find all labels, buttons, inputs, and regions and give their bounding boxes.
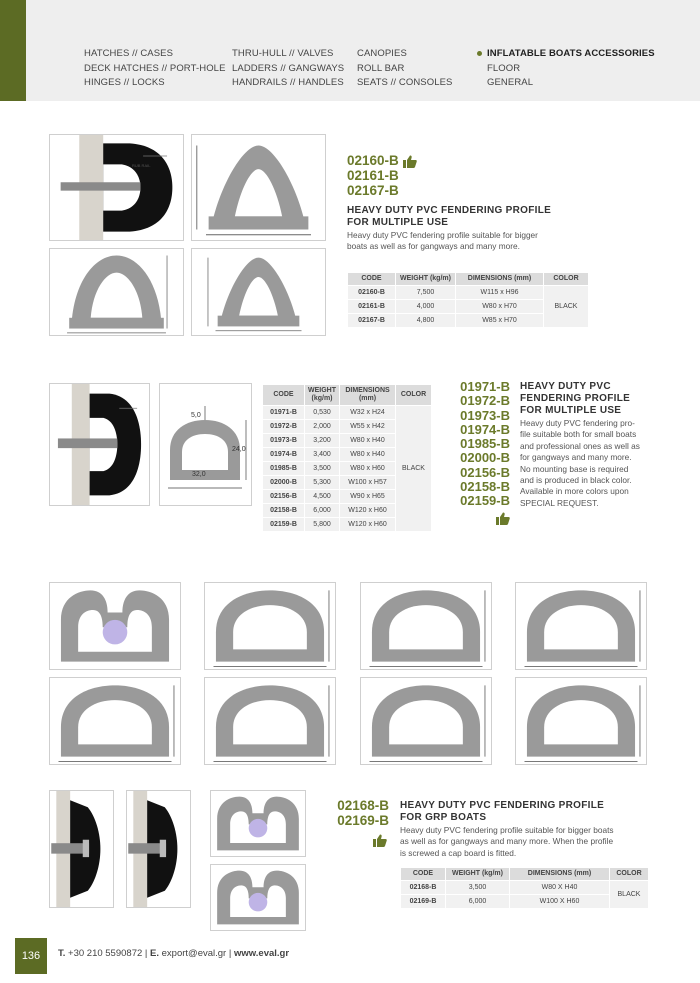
nav-item[interactable]: HANDRAILS // HANDLES (232, 77, 344, 88)
profile-drawing (204, 582, 336, 670)
product-code: 02169-B (337, 813, 389, 828)
nav-column-4 (477, 47, 655, 91)
nav-column-1 (84, 47, 226, 91)
nav-item[interactable]: LADDERS // GANGWAYS (232, 62, 345, 74)
profile-drawing (360, 582, 492, 670)
thumbs-up-icon (403, 155, 417, 168)
profile-drawing-mounted (49, 134, 184, 241)
col-header: COLOR (544, 273, 589, 286)
profile-drawing (204, 677, 336, 765)
product-code: 02158-B (460, 479, 510, 495)
profile-drawing-mounted (49, 383, 150, 506)
col-header: WEIGHT (kg/m) (446, 868, 510, 881)
profile-drawing (515, 677, 647, 765)
table-row: 02156-B 4,500 W90 x H65 (263, 490, 432, 504)
product-description: Heavy duty PVC fendering pro- file suitable both for small boats and professional ones as well as for gangways and many more. No mounting base is required and is produced in black color. Available in more colors upon SPECIAL REQUEST. (520, 418, 640, 508)
color-cell: BLACK (610, 881, 649, 909)
nav-item[interactable]: HATCHES // CASES (84, 48, 174, 59)
nav-item[interactable]: GENERAL (487, 77, 534, 88)
table-row: 01971-B 0,530 W32 x H24 BLACK (263, 406, 432, 420)
nav-column-3 (357, 47, 453, 91)
product-code: 01985-B (460, 436, 510, 452)
nav-item[interactable]: HINGES // LOCKS (84, 77, 165, 88)
drawing-label: RUB RAIL (132, 163, 151, 168)
profile-drawing (191, 248, 326, 336)
nav-item[interactable]: FLOOR (487, 62, 521, 74)
thumbs-up-icon (496, 512, 510, 525)
product-codes (442, 380, 510, 509)
footer-contact: T. +30 210 5590872 | E. export@eval.gr | www.eval.gr (58, 948, 290, 959)
table-row: 02159-B 5,800 W120 x H60 (263, 518, 432, 532)
profile-drawing (191, 134, 326, 241)
col-header: DIMENSIONS (mm) (510, 868, 610, 881)
table-row: 02167-B 4,800 W85 x H70 (348, 314, 589, 328)
profile-drawing-mounted (126, 790, 191, 908)
nav-item[interactable]: THRU-HULL // VALVES (232, 48, 334, 59)
footer-email[interactable]: export@eval.gr (161, 948, 227, 959)
col-header: WEIGHT (kg/m) (396, 273, 456, 286)
col-header: CODE (263, 385, 305, 406)
spec-table (262, 384, 432, 532)
table-row: 02169-B 6,000 W100 X H60 (401, 895, 649, 909)
thumbs-up-icon (373, 834, 387, 847)
profile-drawing (210, 864, 306, 931)
product-code: 01972-B (460, 393, 510, 409)
profile-drawing-mounted (49, 790, 114, 908)
dimension-label: 24,0 (232, 446, 246, 453)
active-dot-icon (477, 51, 482, 56)
header-accent (0, 0, 26, 101)
table-row: 01985-B 3,500 W80 x H60 (263, 462, 432, 476)
col-header: WEIGHT (kg/m) (305, 385, 340, 406)
product-code: 02156-B (460, 464, 510, 480)
product-description: Heavy duty PVC fendering profile suitable for bigger boats as well as for gangways and many more. (347, 230, 538, 252)
product-code: 01974-B (460, 421, 510, 437)
dimension-label: 32,0 (192, 471, 206, 478)
product-title: HEAVY DUTY PVC FENDERING PROFILE FOR MULTIPLE USE (520, 381, 631, 416)
product-title: HEAVY DUTY PVC FENDERING PROFILE FOR MULTIPLE USE (347, 205, 552, 228)
color-cell: BLACK (544, 286, 589, 328)
table-row: 02161-B 4,000 W80 x H70 (348, 300, 589, 314)
table-row: 02168-B 3,500 W80 X H40 BLACK (401, 881, 649, 895)
product-code: 02161-B (347, 168, 399, 183)
col-header: DIMENSIONS (mm) (456, 273, 544, 286)
page-number: 136 (15, 938, 47, 974)
product-codes (333, 798, 389, 828)
product-code: 02159-B (460, 493, 510, 509)
table-row: 02158-B 6,000 W120 x H60 (263, 504, 432, 518)
product-code: 02168-B (337, 798, 389, 813)
profile-drawing (210, 790, 306, 857)
product-code: 01973-B (460, 407, 510, 423)
profile-drawing-dimensioned (159, 383, 252, 506)
dimension-label: 5,0 (191, 412, 201, 419)
nav-item[interactable]: ROLL BAR (357, 62, 405, 74)
profile-drawing (360, 677, 492, 765)
nav-item[interactable]: DECK HATCHES // PORT-HOLE (84, 62, 226, 74)
footer-phone[interactable]: +30 210 5590872 (68, 948, 143, 959)
table-row: 01972-B 2,000 W55 x H42 (263, 420, 432, 434)
color-cell: BLACK (396, 406, 432, 532)
product-code: 02000-B (460, 450, 510, 466)
nav-item[interactable]: SEATS // CONSOLES (357, 77, 453, 88)
table-row: 01973-B 3,200 W80 x H40 (263, 434, 432, 448)
nav-item-active[interactable]: INFLATABLE BOATS ACCESSORIES (477, 47, 655, 62)
table-row: 02160-B 7,500 W115 x H96 BLACK (348, 286, 589, 300)
product-codes (347, 153, 417, 198)
nav-item[interactable]: CANOPIES (357, 48, 407, 59)
table-row: 01974-B 3,400 W80 x H40 (263, 448, 432, 462)
nav-column-2 (232, 47, 344, 91)
col-header: CODE (348, 273, 396, 286)
profile-drawing (49, 248, 184, 336)
product-description: Heavy duty PVC fendering profile suitable for bigger boats as well as for gangways and many more. When the profile is screwed a cap board is fitted. (400, 825, 614, 858)
table-row: 02000-B 5,300 W100 x H57 (263, 476, 432, 490)
product-code: 02167-B (347, 183, 399, 198)
footer-website[interactable]: www.eval.gr (233, 948, 290, 959)
product-code: 02160-B (347, 153, 399, 168)
product-title: HEAVY DUTY PVC FENDERING PROFILE FOR GRP BOATS (400, 800, 605, 823)
profile-drawing (515, 582, 647, 670)
spec-table (400, 867, 649, 909)
col-header: CODE (401, 868, 446, 881)
product-code: 01971-B (460, 379, 510, 394)
col-header: COLOR (396, 385, 432, 406)
spec-table (347, 272, 589, 328)
profile-drawing (49, 677, 181, 765)
col-header: COLOR (610, 868, 649, 881)
profile-drawing (49, 582, 181, 670)
col-header: DIMENSIONS (mm) (340, 385, 396, 406)
